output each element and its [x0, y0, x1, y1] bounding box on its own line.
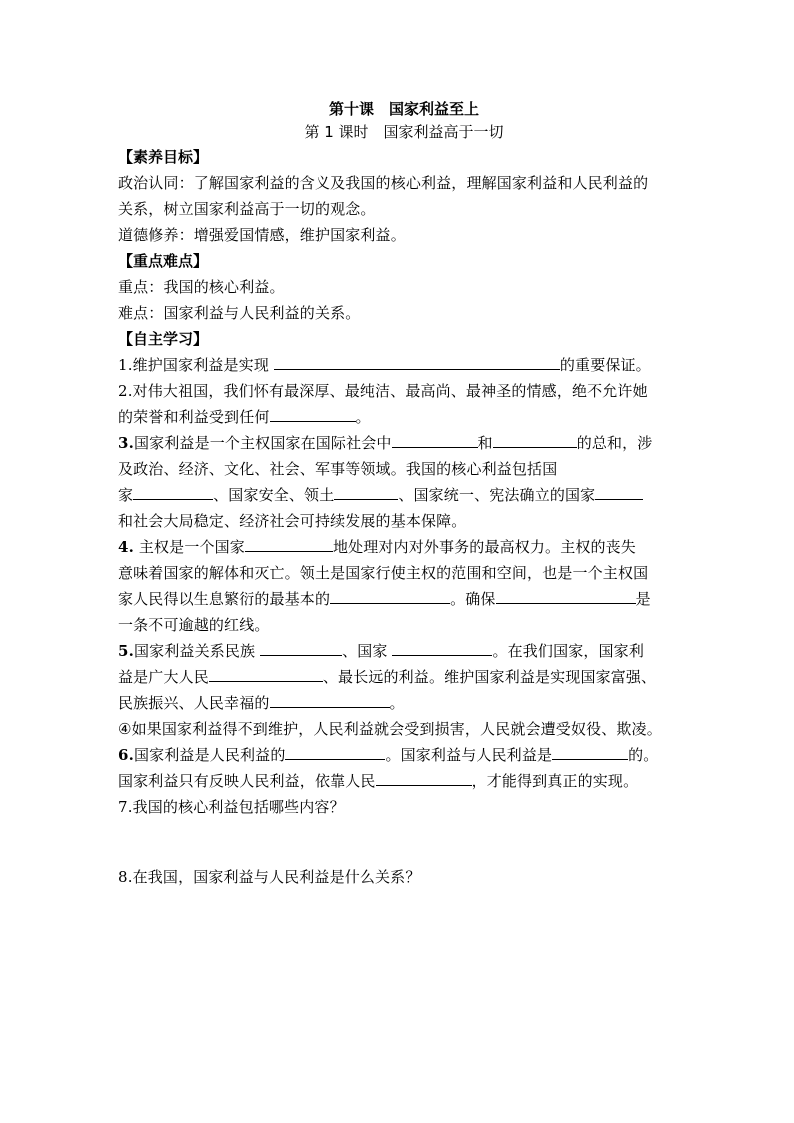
answer-blank[interactable] [270, 405, 356, 422]
question-3-cont-3: 和社会大局稳定、经济社会可持续发展的基本保障。 [118, 512, 467, 530]
question-text: 。在我们国家，国家利 [492, 642, 644, 660]
question-text: 主权是一个国家 [133, 538, 245, 556]
question-3-cont-1: 及政治、经济、文化、社会、军事等领域。我国的核心利益包括国 [118, 460, 558, 478]
question-text: 。 [389, 694, 405, 712]
lesson-title: 第十课 国家利益至上 [328, 100, 479, 118]
question-text: 国家利益关系民族 [133, 642, 261, 660]
question-number: 7. [118, 798, 133, 816]
key-line-1: 重点：我国的核心利益。 [118, 278, 285, 296]
answer-blank[interactable] [133, 483, 213, 500]
worksheet-page [118, 98, 680, 890]
question-4-cont-3: 一条不可逾越的红线。 [118, 616, 270, 634]
answer-blank[interactable] [496, 587, 636, 604]
question-number: 6. [118, 746, 134, 764]
answer-blank[interactable] [493, 431, 577, 448]
question-5 [118, 638, 680, 664]
question-text: 国家利益是人民利益的 [133, 746, 286, 764]
question-text: 是 [635, 590, 651, 608]
question-text: 国家利益只有反映人民利益，依靠人民 [118, 772, 376, 790]
question-text: 家人民得以生息繁衍的最基本的 [118, 590, 331, 608]
question-3-cont-2 [118, 482, 680, 508]
question-3 [118, 430, 680, 456]
question-2-cont [118, 404, 680, 430]
question-text: 。确保 [450, 590, 496, 608]
question-text: 家 [118, 486, 134, 504]
section-goals-heading: 【素养目标】 [118, 148, 209, 166]
question-5-cont-2 [118, 690, 680, 716]
goals-line-1: 政治认同：了解国家利益的含义及我国的核心利益，理解国家利益和人民利益的 [118, 174, 649, 192]
question-text: 、国家安全、领土 [213, 486, 335, 504]
answer-blank[interactable] [260, 639, 342, 656]
question-text: 。 [355, 408, 371, 426]
question-2 [118, 378, 680, 404]
question-text: 益是广大人民 [118, 668, 209, 686]
answer-blank[interactable] [330, 587, 450, 604]
answer-blank[interactable] [552, 743, 628, 760]
section-key-heading: 【重点难点】 [118, 252, 209, 270]
question-text: 的总和，涉 [576, 434, 653, 452]
key-line-2: 难点：国家利益与人民利益的关系。 [118, 304, 361, 322]
question-text: 、国家统一、宪法确立的国家 [398, 486, 596, 504]
question-number: 8. [118, 868, 133, 886]
question-1 [118, 352, 680, 378]
question-text: 、国家 [342, 642, 393, 660]
question-text: 、最长远的利益。维护国家利益是实现国家富强、 [322, 668, 657, 686]
question-5-cont-3: ④如果国家利益得不到维护，人民利益就会受到损害，人民就会遭受奴役、欺凌。 [118, 720, 662, 738]
section-self-study-heading: 【自主学习】 [118, 330, 209, 348]
question-text: 的重要保证。 [559, 356, 651, 374]
answer-blank[interactable] [376, 769, 472, 786]
question-number: 1. [118, 356, 133, 374]
question-text: 。国家利益与人民利益是 [385, 746, 553, 764]
question-4-cont-1: 意味着国家的解体和灭亡。领土是国家行使主权的范围和空间，也是一个主权国 [118, 564, 649, 582]
question-text: ，才能得到真正的实现。 [471, 772, 639, 790]
question-text: 国家利益是一个主权国家在国际社会中 [133, 434, 392, 452]
question-text: 维护国家利益是实现 [132, 356, 274, 374]
question-number: 5. [118, 642, 134, 660]
answer-space[interactable] [118, 820, 680, 864]
answer-blank[interactable] [245, 535, 333, 552]
question-text: 民族振兴、人民幸福的 [118, 694, 270, 712]
question-number: 2. [118, 382, 133, 400]
goals-line-3: 道德修养：增强爱国情感，维护国家利益。 [118, 226, 406, 244]
question-text: 的。 [628, 746, 659, 764]
question-text: 在我国，国家利益与人民利益是什么关系？ [132, 868, 421, 886]
question-text: 和 [477, 434, 493, 452]
answer-blank[interactable] [274, 353, 560, 370]
answer-blank[interactable] [392, 639, 492, 656]
question-text: 的荣誉和利益受到任何 [118, 408, 270, 426]
goals-line-2: 关系，树立国家利益高于一切的观念。 [118, 200, 376, 218]
question-number: 4. [118, 538, 134, 556]
question-text: 地处理对内对外事务的最高权力。主权的丧失 [332, 538, 636, 556]
question-text: 对伟大祖国，我们怀有最深厚、最纯洁、最高尚、最神圣的情感，绝不允许她 [132, 382, 648, 400]
lesson-subtitle: 第 1 课时 国家利益高于一切 [304, 123, 504, 141]
question-5-cont-1 [118, 664, 680, 690]
answer-blank[interactable] [270, 691, 390, 708]
question-6 [118, 742, 680, 768]
answer-blank[interactable] [392, 431, 478, 448]
question-text: 我国的核心利益包括哪些内容？ [132, 798, 345, 816]
question-8 [118, 864, 680, 890]
question-4-cont-2 [118, 586, 680, 612]
answer-blank[interactable] [334, 483, 398, 500]
question-4 [118, 534, 680, 560]
answer-blank[interactable] [209, 665, 323, 682]
answer-blank[interactable] [595, 483, 643, 500]
question-7 [118, 794, 680, 820]
answer-blank[interactable] [285, 743, 385, 760]
question-6-cont [118, 768, 680, 794]
question-number: 3. [118, 434, 134, 452]
